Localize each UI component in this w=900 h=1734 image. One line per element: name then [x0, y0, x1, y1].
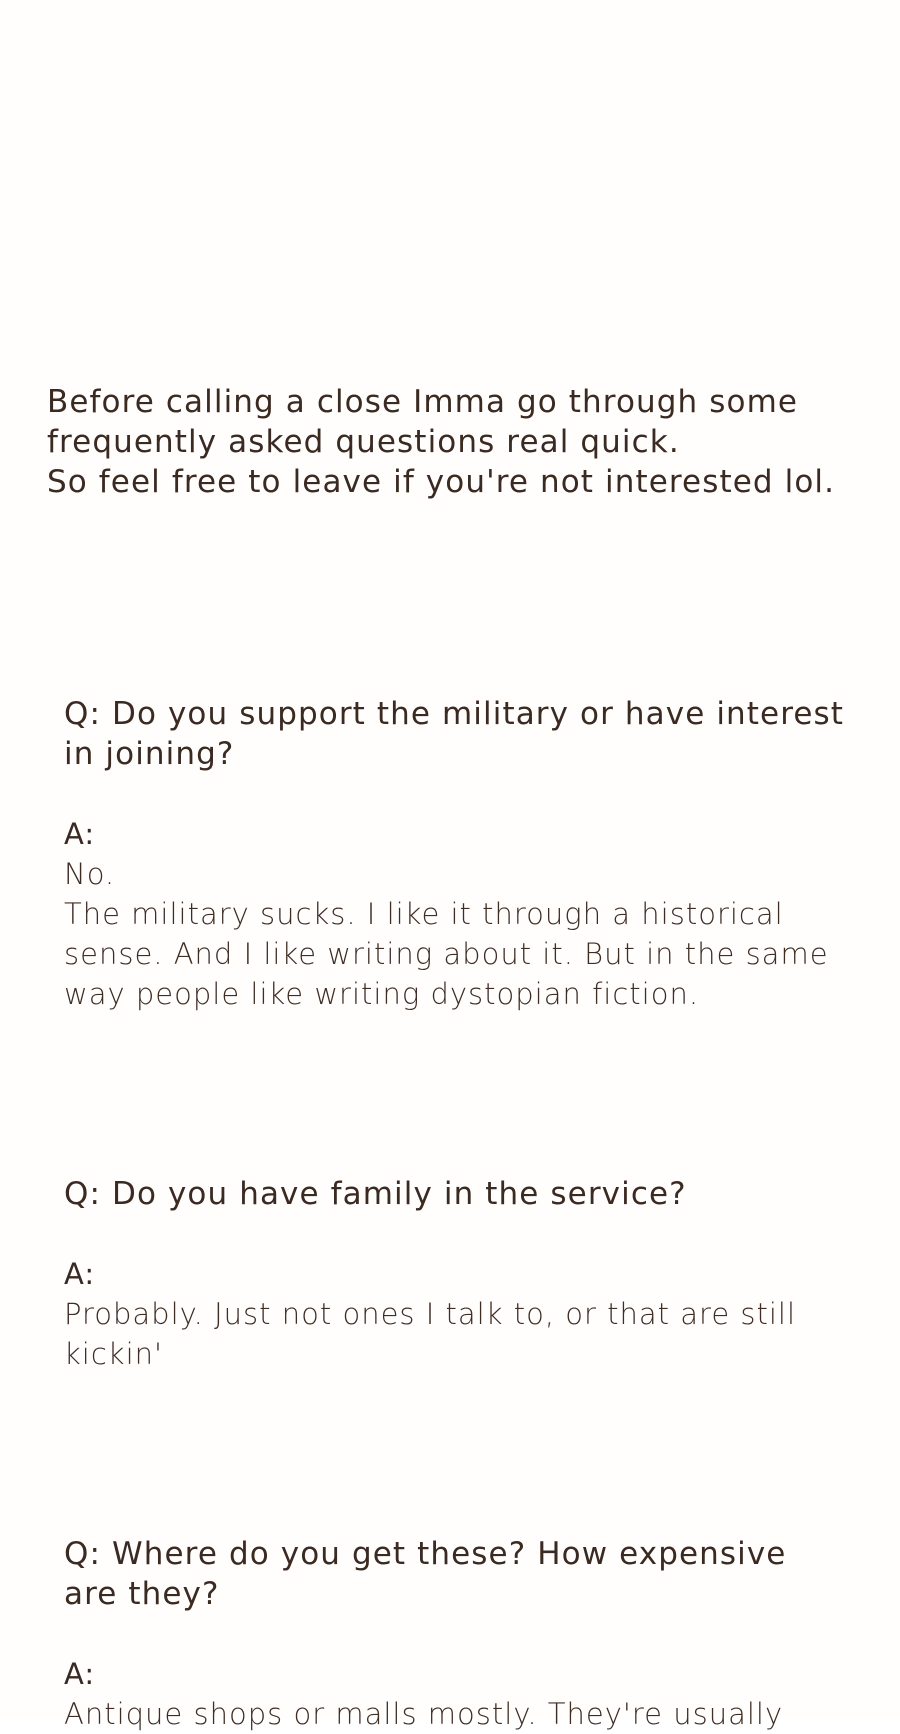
faq-answer-label: A: [64, 817, 96, 851]
faq-question [64, 1174, 854, 1214]
intro-text [47, 382, 882, 502]
faq-answer-line: No. [64, 857, 116, 891]
faq-answer-line: Probably. Just not ones I talk to, or that are still [64, 1297, 797, 1331]
faq-question [64, 1534, 854, 1614]
faq-item [64, 1534, 854, 1734]
faq-question-line: Q: Do you support the military or have interest [64, 696, 845, 732]
faq-answer-line: kickin' [64, 1337, 163, 1371]
intro-line: frequently asked questions real quick. [47, 424, 680, 460]
faq-answer [64, 1294, 854, 1374]
faq-answer-line: sense. And I like writing about it. But in the same [64, 937, 829, 971]
intro-line: So feel free to leave if you're not interested lol. [47, 464, 836, 500]
faq-question [64, 694, 854, 774]
faq-answer-line: Antique shops or malls mostly. They're usually [64, 1697, 784, 1731]
faq-answer-label: A: [64, 1257, 96, 1291]
intro-line: Before calling a close Imma go through some [47, 384, 799, 420]
faq-item [64, 1174, 854, 1374]
faq-answer-line: way people like writing dystopian fiction. [64, 977, 700, 1011]
faq-question-line: Q: Where do you get these? How expensive [64, 1536, 787, 1572]
faq-question-line: Q: Do you have family in the service? [64, 1176, 687, 1212]
faq-item [64, 694, 854, 1014]
faq-answer [64, 854, 854, 1014]
faq-answer-label: A: [64, 1657, 96, 1691]
faq-question-line: in joining? [64, 736, 235, 772]
faq-answer-line: The military sucks. I like it through a historical [64, 897, 784, 931]
faq-answer [64, 1694, 854, 1734]
faq-question-line: are they? [64, 1576, 220, 1612]
